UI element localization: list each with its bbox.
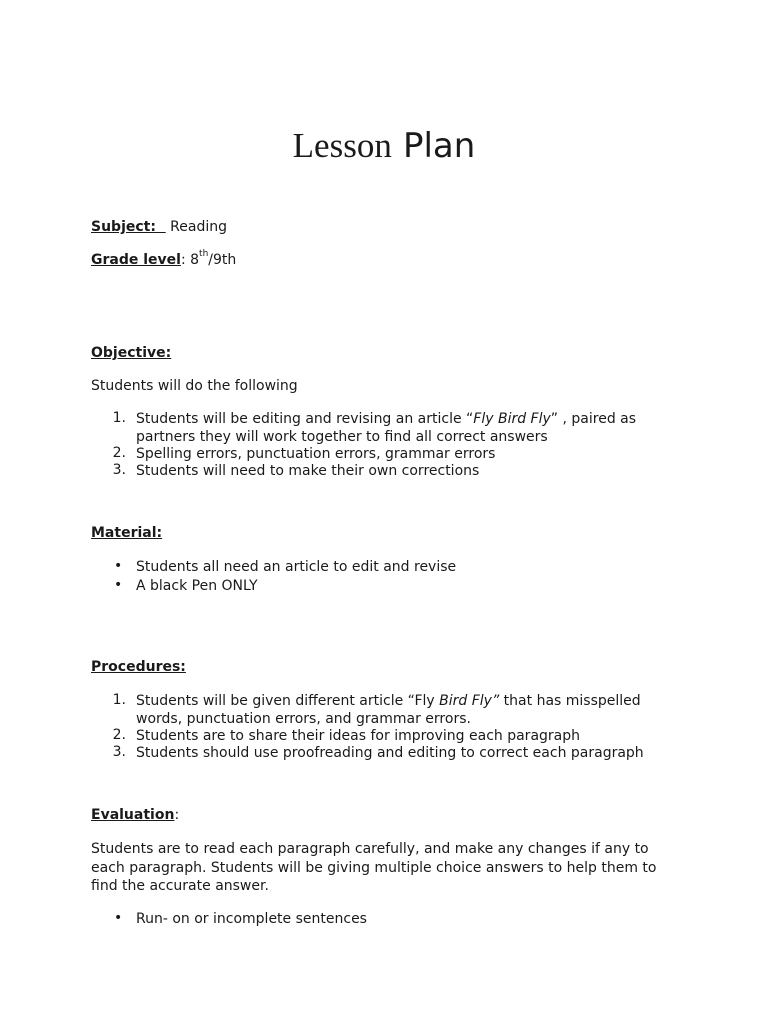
list-item-text: Students will need to make their own corrections	[136, 463, 480, 479]
list-item-text: A black Pen ONLY	[136, 578, 258, 594]
list-number: 2.	[112, 727, 126, 743]
article-title-emphasis: Bird Fly”	[439, 693, 500, 709]
evaluation-heading: Evaluation	[91, 807, 175, 823]
title-part-plan: Plan	[402, 126, 476, 166]
objective-heading: Objective:	[91, 345, 172, 361]
evaluation-paragraph-line: find the accurate answer.	[91, 878, 269, 894]
grade-value-sup: th	[199, 249, 209, 260]
page-title	[0, 124, 768, 168]
evaluation-paragraph-line: each paragraph. Students will be giving multiple choice answers to help them to	[91, 860, 657, 876]
evaluation-paragraph-line: Students are to read each paragraph carefully, and make any changes if any to	[91, 841, 649, 857]
list-item-text: Run- on or incomplete sentences	[136, 911, 367, 927]
grade-label: Grade level	[91, 252, 181, 268]
objective-intro: Students will do the following	[91, 378, 298, 394]
item-text-post: ” , paired as	[550, 411, 637, 427]
list-item-text: Students all need an article to edit and revise	[136, 559, 457, 575]
list-item-text-continued: partners they will work together to find all correct answers	[136, 429, 548, 445]
list-item-text: Students are to share their ideas for improving each paragraph	[136, 728, 581, 744]
list-item-text	[136, 692, 641, 710]
list-number: 1.	[112, 410, 126, 426]
grade-value-num: 8	[190, 252, 200, 268]
list-number: 2.	[112, 445, 126, 461]
item-text-pre: Students will be given different article “Fly	[136, 693, 440, 709]
item-text-pre: Students will be editing and revising an article “	[136, 411, 474, 427]
subject-label: Subject:	[91, 219, 156, 235]
grade-value-rest: /9th	[208, 252, 237, 268]
list-item-text: Spelling errors, punctuation errors, grammar errors	[136, 446, 496, 462]
list-number: 1.	[112, 692, 126, 708]
bullet-icon: •	[114, 910, 123, 926]
list-number: 3.	[112, 462, 126, 478]
evaluation-colon: :	[174, 807, 180, 823]
item-text-post: that has misspelled	[499, 693, 641, 709]
bullet-icon: •	[114, 558, 123, 574]
subject-underline-gap	[156, 219, 166, 235]
evaluation-heading-line	[91, 807, 179, 823]
grade-colon: :	[180, 252, 186, 268]
article-title-emphasis: Fly Bird Fly	[473, 411, 551, 427]
list-item-text	[136, 410, 636, 428]
list-item-text-continued: words, punctuation errors, and grammar errors.	[136, 711, 471, 727]
list-item-text: Students should use proofreading and editing to correct each paragraph	[136, 745, 644, 761]
bullet-icon: •	[114, 577, 123, 593]
procedures-heading: Procedures:	[91, 659, 186, 675]
list-number: 3.	[112, 744, 126, 760]
subject-line	[91, 218, 227, 236]
material-heading: Material:	[91, 525, 163, 541]
grade-line	[91, 251, 236, 269]
subject-value: Reading	[170, 219, 227, 235]
title-part-lesson: Lesson	[292, 126, 392, 165]
